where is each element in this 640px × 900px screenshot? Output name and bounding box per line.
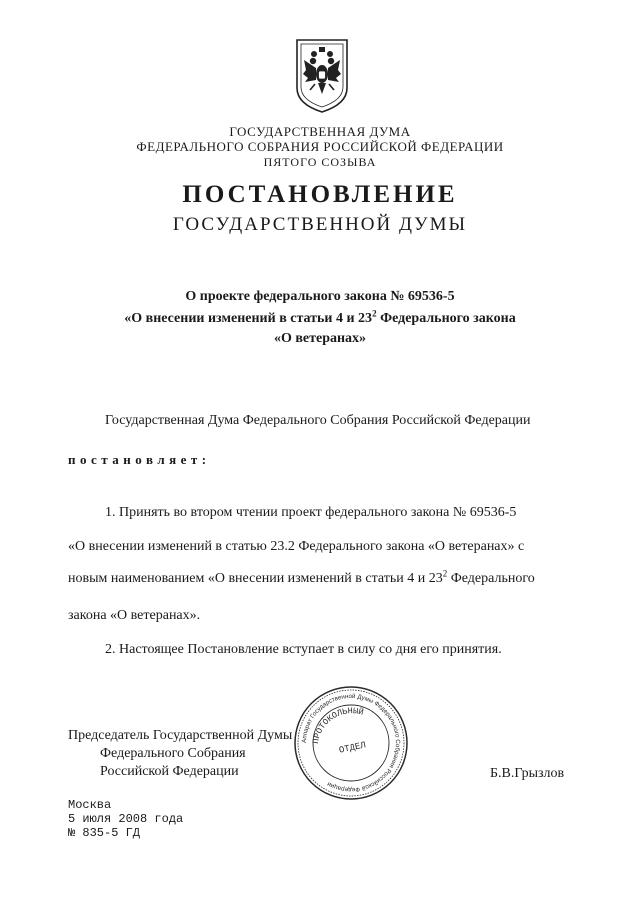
decree-word: постановляет: <box>68 452 211 467</box>
signatory-title-line-3: Российской Федерации <box>100 764 239 779</box>
subject-line-1: О проекте федерального закона № 69536-5 <box>185 289 455 304</box>
paragraph-1-line-4: закона «О ветеранах». <box>68 608 201 623</box>
footer-city: Москва <box>68 798 112 812</box>
paragraph-1-line-3: новым наименованием «О внесении изменений в статьи 4 и $23^2$ Федерального <box>68 568 535 586</box>
signatory-title-line-2: Федерального Собрания <box>100 746 246 761</box>
paragraph-2: 2. Настоящее Постановление вступает в силу со дня его принятия. <box>105 642 502 657</box>
footer-date: 5 июля 2008 года <box>68 812 184 826</box>
document-title: ПОСТАНОВЛЕНИЕ <box>182 181 458 208</box>
stamp-center-text: ОТДЕЛ <box>338 740 367 756</box>
stamp-arc-text: ПРОТОКОЛЬНЫЙ <box>311 706 365 745</box>
emblem-icon <box>289 34 355 114</box>
paragraph-1-line-2: «О внесении изменений в статью 23.2 Федерального закона «О ветеранах» с <box>68 539 525 554</box>
subject-line-3: «О ветеранах» <box>273 331 367 346</box>
intro-text: Государственная Дума Федерального Собрания Российской Федерации <box>105 413 531 428</box>
signatory-title-line-1: Председатель Государственной Думы <box>68 728 293 743</box>
paragraph-1-line-1: 1. Принять во втором чтении проект федерального закона № 69536-5 <box>105 505 517 520</box>
document-subtitle: ГОСУДАРСТВЕННОЙ ДУМЫ <box>172 214 468 235</box>
footer-number: № 835-5 ГД <box>68 826 141 840</box>
signer-name: Б.В.Грызлов <box>490 766 565 781</box>
official-stamp <box>292 684 410 802</box>
stamp-ring-text: Аппарат Государственной Думы Федерального Собрания Российской Федерации <box>300 692 402 794</box>
header-line-2: ФЕДЕРАЛЬНОГО СОБРАНИЯ РОССИЙСКОЙ ФЕДЕРАЦИИ <box>136 139 504 154</box>
header-line-1: ГОСУДАРСТВЕННАЯ ДУМА <box>229 124 411 139</box>
subject-line-2: «О внесении изменений в статьи 4 и $23^2$ Федерального закона <box>124 308 516 326</box>
header-line-3: ПЯТОГО СОЗЫВА <box>263 155 377 169</box>
